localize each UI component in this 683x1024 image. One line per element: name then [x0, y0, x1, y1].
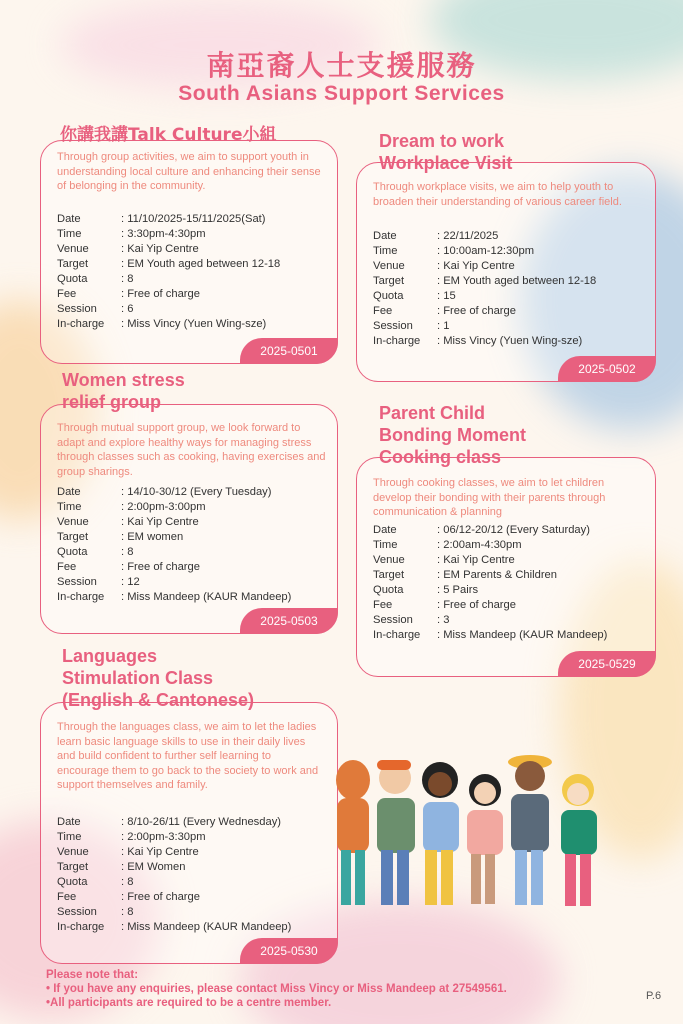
program-title: 你講我講Talk Culture小組 [60, 125, 277, 145]
program-details: Date : 22/11/2025 Time : 10:00am-12:30pm Venue : Kai Yip Centre Target : EM Youth aged between 12-18 Quota : 15 Fee : Free of charge Session : 1 In-charge : Miss Vincy (Yuen Wing-sze) [373, 229, 648, 349]
program-description: Through workplace visits, we aim to help youth to broaden their understanding of various career field. [373, 181, 622, 208]
person-4 [467, 774, 503, 904]
footer-notes [46, 968, 507, 1010]
people-illustration [325, 750, 615, 920]
person-6 [561, 774, 597, 906]
program-description: Through mutual support group, we look forward to adapt and explore healthy ways for managing stress through classes such as cooking, having exercises and group sharings. [57, 422, 326, 478]
page-number: P.6 [646, 990, 662, 1002]
note-item: • If you have any enquiries, please contact Miss Vincy or Miss Mandeep at 27549561. [46, 983, 507, 995]
program-title: Dream to work Workplace Visit [379, 131, 513, 173]
program-code: 2025-0502 [558, 356, 656, 382]
program-title: Parent Child Bonding Moment Cooking class [379, 403, 526, 467]
program-details: Date : 14/10-30/12 (Every Tuesday) Time : 2:00pm-3:00pm Venue : Kai Yip Centre Target : EM women Quota : 8 Fee : Free of charge Session : 12 In-charge : Miss Mandeep (KAUR Mandeep) [57, 485, 332, 605]
program-title: Languages Stimulation Class (English & Cantonese) [62, 646, 255, 710]
program-code: 2025-0530 [240, 938, 338, 964]
program-description: Through cooking classes, we aim to let children develop their bonding with their parents through communication & planning [373, 477, 606, 518]
notes-heading: Please note that: [46, 969, 139, 981]
program-description: Through group activities, we aim to support youth in understanding local culture and enhancing their sense of belonging in the community. [57, 151, 321, 192]
program-details: Date : 06/12-20/12 (Every Saturday) Time : 2:00am-4:30pm Venue : Kai Yip Centre Target : EM Parents & Children Quota : 5 Pairs Fee : Free of charge Session : 3 In-charge : Miss Mandeep (KAUR Mandeep) [373, 523, 651, 643]
person-3 [422, 762, 459, 905]
program-details: Date : 8/10-26/11 (Every Wednesday) Time : 2:00pm-3:30pm Venue : Kai Yip Centre Target : EM Women Quota : 8 Fee : Free of charge Session : 8 In-charge : Miss Mandeep (KAUR Mandeep) [57, 815, 332, 935]
program-code: 2025-0529 [558, 651, 656, 677]
program-description: Through the languages class, we aim to let the ladies learn basic language skills to use in their daily lives and build confident to further self learning to encourage them to go back to the society to work and support themselves and family. [57, 721, 319, 791]
person-2 [377, 760, 415, 905]
page-title-chinese: 南亞裔人士支援服務 [206, 49, 477, 82]
note-item: •All participants are required to be a centre member. [46, 997, 332, 1009]
person-1 [336, 760, 370, 905]
program-details: Date : 11/10/2025-15/11/2025(Sat) Time : 3:30pm-4:30pm Venue : Kai Yip Centre Target : EM Youth aged between 12-18 Quota : 8 Fee : Free of charge Session : 6 In-charge : Miss Vincy (Yuen Wing-sze) [57, 212, 327, 332]
program-title: Women stress relief group [62, 370, 185, 412]
program-code: 2025-0501 [240, 338, 338, 364]
page-title-english: South Asians Support Services [178, 82, 505, 105]
program-code: 2025-0503 [240, 608, 338, 634]
person-5 [508, 755, 552, 905]
